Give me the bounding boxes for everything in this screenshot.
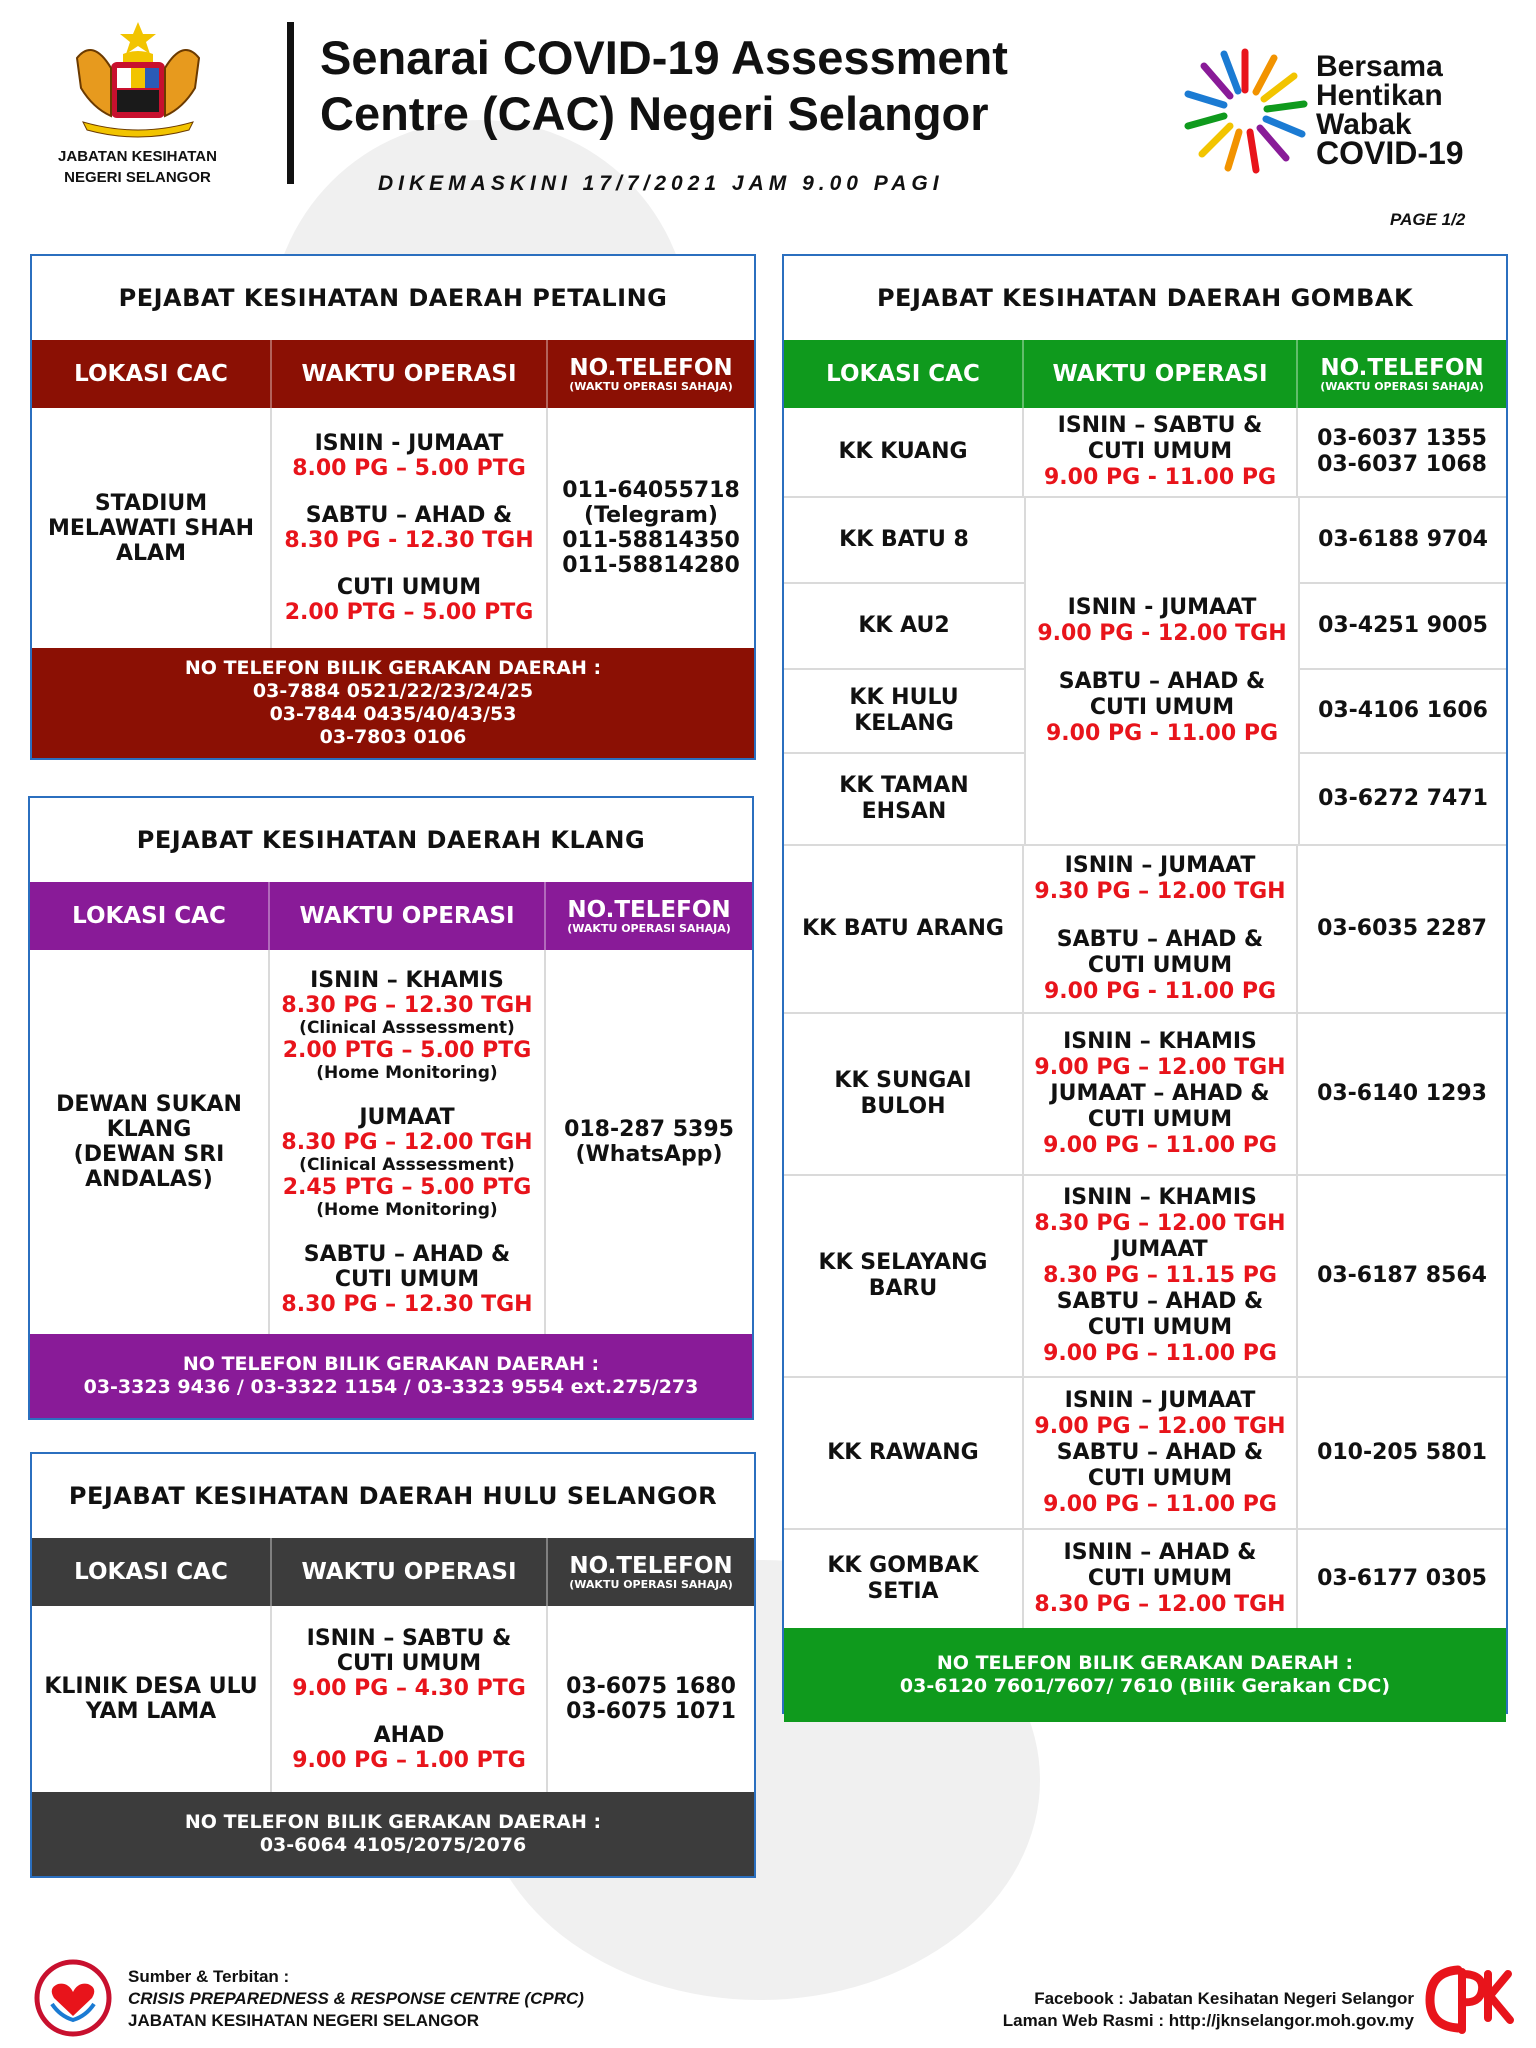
header-lokasi: LOKASI CAC — [72, 903, 226, 929]
schedule-time: 2.00 PTG – 5.00 PTG — [282, 1037, 532, 1063]
table-row — [784, 846, 1506, 1014]
schedule-time: 8.30 PG – 12.30 TGH — [281, 1291, 533, 1317]
website-link[interactable]: Laman Web Rasmi : http://jknselangor.moh.gov.my — [1002, 2011, 1414, 2030]
schedule-time: 9.00 PG – 11.00 PG — [1043, 1133, 1277, 1158]
table-row — [784, 1176, 1506, 1378]
facebook-link[interactable]: Facebook : Jabatan Kesihatan Negeri Selangor — [1034, 1989, 1414, 2008]
campaign-line: COVID-19 — [1316, 135, 1464, 171]
footer-label: NO TELEFON BILIK GERAKAN DAERAH : — [184, 1811, 602, 1833]
schedule-time: 9.00 PG – 11.00 PG — [1043, 1492, 1277, 1517]
cell-telefon — [1298, 1014, 1506, 1174]
cpk-logo-icon — [1418, 1960, 1518, 2040]
schedule-day: ISNIN – SABTU & — [306, 1625, 512, 1651]
department-line: NEGERI SELANGOR — [64, 169, 211, 186]
footer-source — [128, 1966, 584, 2032]
phone-number: 03-6075 1071 — [566, 1699, 736, 1724]
page-title — [320, 30, 1008, 142]
cell-telefon — [1298, 408, 1506, 496]
cell-lokasi — [30, 950, 270, 1334]
cell-lokasi — [32, 408, 272, 648]
cell-waktu — [1024, 1014, 1298, 1174]
schedule-day: ISNIN - JUMAAT — [314, 431, 504, 456]
campaign-text — [1316, 50, 1464, 171]
panel-petaling — [30, 254, 756, 760]
phone-number: 011-58814280 — [562, 553, 740, 578]
header-telefon-note: (WAKTU OPERASI SAHAJA) — [567, 921, 731, 935]
table-row — [32, 408, 754, 648]
panel-hulu-selangor — [30, 1452, 756, 1878]
lokasi-line: YAM LAMA — [85, 1699, 217, 1724]
schedule-time: 8.30 PG – 11.15 PG — [1043, 1263, 1277, 1288]
schedule-day: CUTI UMUM — [1089, 695, 1235, 720]
department-line: JABATAN KESIHATAN — [58, 148, 217, 165]
lokasi-line: KK TAMAN — [839, 773, 969, 798]
lokasi-line: KK AU2 — [858, 613, 950, 638]
lokasi-line: DEWAN SUKAN — [56, 1092, 242, 1117]
schedule-note: (Clinical Asssessment) — [299, 1154, 515, 1175]
header-waktu: WAKTU OPERASI — [1052, 361, 1268, 387]
schedule-time: 9.00 PG – 12.00 TGH — [1034, 1055, 1286, 1080]
panel-gombak — [782, 254, 1508, 1714]
department-name — [40, 146, 235, 188]
panel-title: PEJABAT KESIHATAN DAERAH KLANG — [136, 826, 646, 854]
cell-telefon — [548, 408, 754, 648]
schedule-note: (Home Monitoring) — [316, 1199, 498, 1220]
phone-number: 018-287 5395 — [564, 1117, 734, 1142]
cell-lokasi — [32, 1606, 272, 1792]
lokasi-line: KK BATU ARANG — [802, 916, 1004, 941]
schedule-time: 9.00 PG – 1.00 PTG — [292, 1747, 526, 1773]
schedule-time: 9.00 PG – 4.30 PTG — [292, 1675, 526, 1701]
panel-footer-phones — [32, 1792, 754, 1876]
header-telefon-note: (WAKTU OPERASI SAHAJA) — [569, 1577, 733, 1591]
campaign-line: Hentikan — [1316, 79, 1443, 112]
cell-waktu — [1024, 1378, 1298, 1528]
table-row-group — [784, 498, 1506, 846]
schedule-day: ISNIN – JUMAAT — [1064, 853, 1256, 878]
panel-title: PEJABAT KESIHATAN DAERAH PETALING — [118, 284, 668, 312]
lokasi-line: KELANG — [854, 711, 954, 736]
cell-waktu — [1024, 408, 1298, 496]
phone-number: 03-6035 2287 — [1317, 916, 1487, 941]
schedule-day: SABTU – AHAD & — [303, 1241, 511, 1267]
lokasi-line: ALAM — [116, 540, 186, 566]
schedule-day: SABTU – AHAD & — [305, 503, 513, 528]
phone-number: 03-6037 1355 — [1317, 426, 1487, 451]
cell-lokasi — [784, 1176, 1024, 1376]
schedule-day: CUTI UMUM — [336, 575, 482, 600]
schedule-time: 9.00 PG - 11.00 PG — [1044, 979, 1276, 1004]
footer-phone: 03-7884 0521/22/23/24/25 — [252, 680, 534, 702]
source-org: CRISIS PREPAREDNESS & RESPONSE CENTRE (CPRC) — [128, 1989, 584, 2008]
header-telefon: NO.TELEFON — [569, 1552, 733, 1579]
schedule-time: 8.30 PG - 12.30 TGH — [284, 528, 534, 553]
schedule-day: CUTI UMUM — [334, 1266, 480, 1292]
footer-phone: 03-6120 7601/7607/ 7610 (Bilik Gerakan CDC) — [899, 1675, 1391, 1697]
panel-footer-phones — [784, 1628, 1506, 1722]
schedule-time: 8.30 PG – 12.00 TGH — [281, 1129, 533, 1155]
schedule-day: ISNIN - JUMAAT — [1067, 595, 1257, 620]
page-number: PAGE 1/2 — [1390, 210, 1466, 229]
lokasi-line: EHSAN — [861, 799, 947, 824]
cell-waktu — [1024, 1530, 1298, 1628]
cell-telefon — [548, 1606, 754, 1792]
title-line: Centre (CAC) Negeri Selangor — [320, 87, 989, 140]
schedule-day: CUTI UMUM — [336, 1650, 482, 1676]
header-lokasi: LOKASI CAC — [826, 361, 980, 387]
cell-telefon — [1300, 754, 1506, 844]
department-logo — [40, 18, 235, 188]
lokasi-line: KLANG — [106, 1117, 192, 1142]
cell-lokasi — [784, 408, 1024, 496]
cell-telefon — [1298, 846, 1506, 1012]
title-divider — [287, 22, 294, 184]
cell-waktu — [1026, 498, 1300, 844]
cell-lokasi — [784, 754, 1024, 844]
title-line: Senarai COVID-19 Assessment — [320, 31, 1008, 84]
lokasi-line: KK RAWANG — [827, 1440, 979, 1465]
header-lokasi: LOKASI CAC — [74, 1559, 228, 1585]
schedule-day: ISNIN – AHAD & — [1063, 1540, 1257, 1565]
cell-lokasi — [784, 670, 1024, 754]
source-dept: JABATAN KESIHATAN NEGERI SELANGOR — [128, 2011, 480, 2030]
phone-number: 03-6140 1293 — [1317, 1081, 1487, 1106]
cell-telefon — [1298, 1378, 1506, 1528]
panel-footer-phones — [30, 1334, 752, 1418]
schedule-day: SABTU – AHAD & — [1056, 1440, 1264, 1465]
cell-telefon — [1300, 498, 1506, 584]
table-row — [784, 1530, 1506, 1628]
campaign-line: Wabak — [1316, 108, 1412, 141]
footer-phone: 03-6064 4105/2075/2076 — [259, 1834, 527, 1856]
heart-hands-icon — [30, 1958, 116, 2038]
schedule-time: 2.45 PTG – 5.00 PTG — [282, 1174, 532, 1200]
campaign-line: Bersama — [1316, 50, 1443, 83]
phone-number: 03-6037 1068 — [1317, 452, 1487, 477]
schedule-day: JUMAAT — [359, 1104, 455, 1130]
cell-waktu — [272, 408, 548, 648]
schedule-day: ISNIN – KHAMIS — [310, 967, 504, 993]
schedule-day: ISNIN – JUMAAT — [1064, 1388, 1256, 1413]
phone-number: 03-4251 9005 — [1318, 613, 1488, 638]
cell-lokasi — [784, 846, 1024, 1012]
lokasi-line: (DEWAN SRI — [73, 1142, 225, 1167]
footer-label: NO TELEFON BILIK GERAKAN DAERAH : — [936, 1652, 1354, 1674]
updated-date: DIKEMASKINI 17/7/2021 JAM 9.00 PAGI — [378, 172, 944, 195]
schedule-day: JUMAAT – AHAD & — [1050, 1081, 1270, 1106]
cell-telefon — [1300, 584, 1506, 670]
header-waktu: WAKTU OPERASI — [301, 361, 517, 387]
phone-number: 011-64055718 — [562, 478, 740, 503]
schedule-note: (Home Monitoring) — [316, 1062, 498, 1083]
table-header — [30, 882, 752, 950]
schedule-time: 8.30 PG – 12.00 TGH — [1034, 1592, 1286, 1617]
schedule-time: 9.00 PG – 11.00 PG — [1043, 1341, 1277, 1366]
footer-label: NO TELEFON BILIK GERAKAN DAERAH : — [182, 1353, 600, 1375]
header-telefon-note: (WAKTU OPERASI SAHAJA) — [569, 379, 733, 393]
schedule-time: 9.00 PG - 12.00 TGH — [1037, 621, 1287, 646]
schedule-time: 9.00 PG - 11.00 PG — [1046, 721, 1278, 746]
schedule-time: 8.30 PG – 12.00 TGH — [1034, 1211, 1286, 1236]
cell-lokasi — [784, 584, 1024, 670]
schedule-day: CUTI UMUM — [1087, 1315, 1233, 1340]
panel-klang — [28, 796, 754, 1420]
schedule-time: 8.30 PG – 12.30 TGH — [281, 992, 533, 1018]
lokasi-line: KK GOMBAK — [827, 1553, 979, 1578]
panel-title: PEJABAT KESIHATAN DAERAH GOMBAK — [876, 284, 1414, 312]
phone-note: (Telegram) — [584, 503, 718, 528]
table-header — [32, 1538, 754, 1606]
schedule-day: SABTU – AHAD & — [1056, 927, 1264, 952]
coat-of-arms-icon — [63, 18, 213, 138]
header-waktu: WAKTU OPERASI — [301, 1559, 517, 1585]
lokasi-line: STADIUM — [94, 490, 208, 516]
cell-lokasi — [784, 498, 1024, 584]
lokasi-line: SETIA — [867, 1579, 939, 1604]
schedule-day: JUMAAT — [1112, 1237, 1208, 1262]
source-label: Sumber & Terbitan : — [128, 1967, 290, 1986]
schedule-time: 8.00 PG – 5.00 PTG — [292, 456, 526, 481]
schedule-time: 9.00 PG – 12.00 TGH — [1034, 1414, 1286, 1439]
phone-number: 03-6272 7471 — [1318, 786, 1488, 811]
lokasi-line: KK SELAYANG — [818, 1250, 988, 1275]
schedule-time: 9.00 PG - 11.00 PG — [1044, 465, 1276, 490]
footer-phone: 03-7803 0106 — [319, 726, 467, 748]
lokasi-line: BULOH — [860, 1094, 946, 1119]
lokasi-line: MELAWATI SHAH — [47, 515, 255, 541]
phone-number: 03-4106 1606 — [1318, 698, 1488, 723]
cell-telefon — [1300, 670, 1506, 754]
cell-lokasi — [784, 1014, 1024, 1174]
schedule-day: ISNIN – SABTU & — [1057, 413, 1263, 438]
footer-phone: 03-3323 9436 / 03-3322 1154 / 03-3323 9554 ext.275/273 — [83, 1376, 699, 1398]
panel-footer-phones — [32, 648, 754, 758]
health-promotion-logo — [30, 1958, 116, 2042]
table-row — [32, 1606, 754, 1792]
table-row — [784, 408, 1506, 498]
header-telefon: NO.TELEFON — [569, 354, 733, 381]
lokasi-line: KK KUANG — [838, 439, 968, 464]
cell-telefon — [1298, 1176, 1506, 1376]
lokasi-line: KK BATU 8 — [839, 527, 969, 552]
table-row — [30, 950, 752, 1334]
phone-number: 03-6187 8564 — [1317, 1263, 1487, 1288]
schedule-day: SABTU – AHAD & — [1056, 1289, 1264, 1314]
phone-number: 03-6188 9704 — [1318, 527, 1488, 552]
cell-waktu — [1024, 846, 1298, 1012]
footer-contact — [1003, 1988, 1414, 2032]
phone-number: 011-58814350 — [562, 528, 740, 553]
schedule-day: CUTI UMUM — [1087, 1466, 1233, 1491]
phone-number: 03-6177 0305 — [1317, 1566, 1487, 1591]
footer-phone: 03-7844 0435/40/43/53 — [269, 703, 517, 725]
lokasi-line: KK HULU — [849, 685, 959, 710]
cell-telefon — [546, 950, 752, 1334]
lokasi-line: KLINIK DESA ULU — [44, 1674, 258, 1699]
cell-waktu — [272, 1606, 548, 1792]
phone-number: 010-205 5801 — [1317, 1440, 1487, 1465]
header-telefon: NO.TELEFON — [1320, 354, 1484, 381]
lokasi-line: ANDALAS) — [85, 1167, 213, 1192]
cell-lokasi — [784, 1530, 1024, 1628]
sunburst-icon — [1180, 46, 1310, 176]
table-row — [784, 1014, 1506, 1176]
schedule-time: 2.00 PTG – 5.00 PTG — [284, 600, 534, 625]
schedule-day: ISNIN – KHAMIS — [1063, 1029, 1257, 1054]
header-telefon-note: (WAKTU OPERASI SAHAJA) — [1320, 379, 1484, 393]
cell-waktu — [270, 950, 546, 1334]
schedule-day: CUTI UMUM — [1087, 1566, 1233, 1591]
lokasi-line: BARU — [868, 1276, 938, 1301]
schedule-day: CUTI UMUM — [1087, 1107, 1233, 1132]
schedule-day: CUTI UMUM — [1087, 439, 1233, 464]
header-waktu: WAKTU OPERASI — [299, 903, 515, 929]
schedule-day: SABTU – AHAD & — [1058, 669, 1266, 694]
schedule-note: (Clinical Asssessment) — [299, 1017, 515, 1038]
cell-waktu — [1024, 1176, 1298, 1376]
footer-label: NO TELEFON BILIK GERAKAN DAERAH : — [184, 657, 602, 679]
phone-note: (WhatsApp) — [575, 1142, 723, 1167]
table-row — [784, 1378, 1506, 1530]
header-telefon: NO.TELEFON — [567, 896, 731, 923]
schedule-time: 9.30 PG – 12.00 TGH — [1034, 879, 1286, 904]
lokasi-line: KK SUNGAI — [834, 1068, 972, 1093]
campaign-logo — [1180, 38, 1490, 178]
schedule-day: AHAD — [373, 1722, 445, 1748]
header-lokasi: LOKASI CAC — [74, 361, 228, 387]
cell-telefon — [1298, 1530, 1506, 1628]
table-header — [32, 340, 754, 408]
cell-lokasi — [784, 1378, 1024, 1528]
panel-title: PEJABAT KESIHATAN DAERAH HULU SELANGOR — [68, 1482, 718, 1510]
table-header — [784, 340, 1506, 408]
schedule-day: CUTI UMUM — [1087, 953, 1233, 978]
schedule-day: ISNIN – KHAMIS — [1063, 1185, 1257, 1210]
phone-number: 03-6075 1680 — [566, 1674, 736, 1699]
